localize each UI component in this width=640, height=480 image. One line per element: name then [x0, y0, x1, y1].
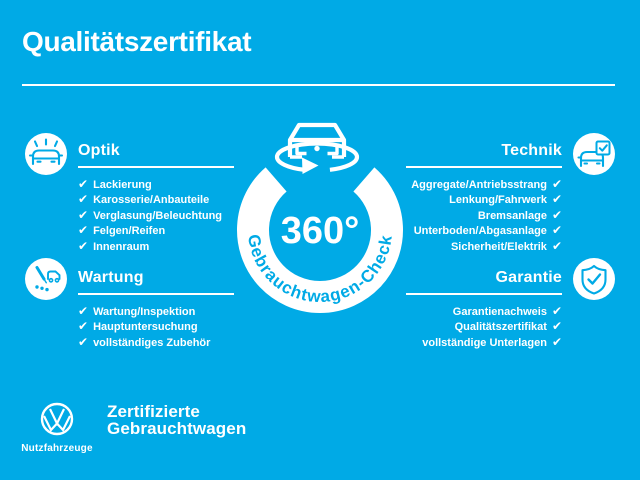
checklist-item-label: Hauptuntersuchung: [93, 321, 198, 334]
checklist-item: [406, 320, 562, 336]
car-rotation-icon: [277, 125, 357, 174]
check-icon: ✔: [551, 238, 562, 253]
checklist-item: [406, 177, 562, 193]
shield-check-icon: [573, 258, 615, 300]
brand-label: Nutzfahrzeuge: [21, 443, 93, 454]
section-heading: Technik: [406, 142, 562, 168]
section-wartung: [78, 269, 234, 351]
checklist-item-label: Lackierung: [93, 178, 152, 191]
checklist: [78, 304, 234, 351]
check-icon: ✔: [78, 319, 89, 334]
checklist-item-label: Garantienachweis: [452, 305, 547, 318]
checklist-item: [78, 239, 234, 255]
check-icon: ✔: [551, 223, 562, 238]
optik-icon-badge: [25, 133, 67, 175]
check-icon: ✔: [78, 192, 89, 207]
technik-icon-badge: [573, 133, 615, 175]
check-icon: ✔: [78, 223, 89, 238]
checklist-item-label: Wartung/Inspektion: [93, 305, 196, 318]
section-garantie: [406, 269, 562, 351]
checklist-item: [78, 304, 234, 320]
check-icon: ✔: [551, 334, 562, 349]
vw-logo: [40, 402, 74, 436]
section-heading: Wartung: [78, 269, 234, 295]
check-icon: ✔: [78, 176, 89, 191]
checklist-item-label: Verglasung/Beleuchtung: [93, 209, 223, 222]
car-check-icon: [573, 133, 615, 175]
cert-line-2: Gebrauchtwagen: [107, 419, 247, 438]
checklist: [406, 177, 562, 255]
car-shine-icon: [25, 133, 67, 175]
checklist-item-label: Karosserie/Anbauteile: [93, 194, 210, 207]
checklist-item: [78, 208, 234, 224]
checklist: [406, 304, 562, 351]
checklist-item-label: Aggregate/Antriebsstrang: [411, 178, 547, 191]
checklist-item-label: Innenraum: [93, 240, 150, 253]
checklist-item-label: Bremsanlage: [477, 209, 547, 222]
garantie-icon-badge: [573, 258, 615, 300]
checklist-item: [78, 335, 234, 351]
page-title: Qualitätszertifikat: [22, 26, 252, 57]
section-heading: Optik: [78, 142, 234, 168]
checklist-item-label: Qualitätszertifikat: [454, 321, 547, 334]
cert-line-1: Zertifizierte: [107, 402, 200, 421]
check-icon: ✔: [551, 207, 562, 222]
check-icon: ✔: [551, 192, 562, 207]
check-icon: ✔: [551, 303, 562, 318]
checklist-item: [78, 224, 234, 240]
checklist-item: [406, 193, 562, 209]
checklist-item: [78, 193, 234, 209]
checklist-item-label: vollständiges Zubehör: [93, 336, 211, 349]
checklist-item: [78, 177, 234, 193]
check-icon: ✔: [78, 303, 89, 318]
section-optik: [78, 142, 234, 255]
section-heading: Garantie: [406, 269, 562, 295]
check-icon: ✔: [78, 334, 89, 349]
checklist-item: [406, 304, 562, 320]
check-icon: ✔: [78, 238, 89, 253]
checklist-item-label: Unterboden/Abgasanlage: [413, 225, 547, 238]
section-technik: [406, 142, 562, 255]
check-icon: ✔: [551, 176, 562, 191]
degree-label: 360°: [280, 210, 360, 252]
checklist-item: [406, 208, 562, 224]
checklist-item-label: vollständige Unterlagen: [422, 336, 547, 349]
checklist-item: [406, 224, 562, 240]
ring-label: Gebrauchtwagen-Check: [243, 232, 396, 307]
wartung-icon-badge: [25, 258, 67, 300]
checklist: [78, 177, 234, 255]
checklist-item-label: Lenkung/Fahrwerk: [449, 194, 547, 207]
pencil-checklist-icon: [25, 258, 67, 300]
checklist-item-label: Sicherheit/Elektrik: [450, 240, 547, 253]
title-divider: [22, 84, 615, 86]
check-icon: ✔: [551, 319, 562, 334]
checklist-item: [78, 320, 234, 336]
certified-used-cars-label: [107, 403, 246, 437]
checklist-item: [406, 335, 562, 351]
checklist-item-label: Felgen/Reifen: [93, 225, 166, 238]
checklist-item: [406, 239, 562, 255]
360-check-badge: [225, 106, 415, 320]
check-icon: ✔: [78, 207, 89, 222]
